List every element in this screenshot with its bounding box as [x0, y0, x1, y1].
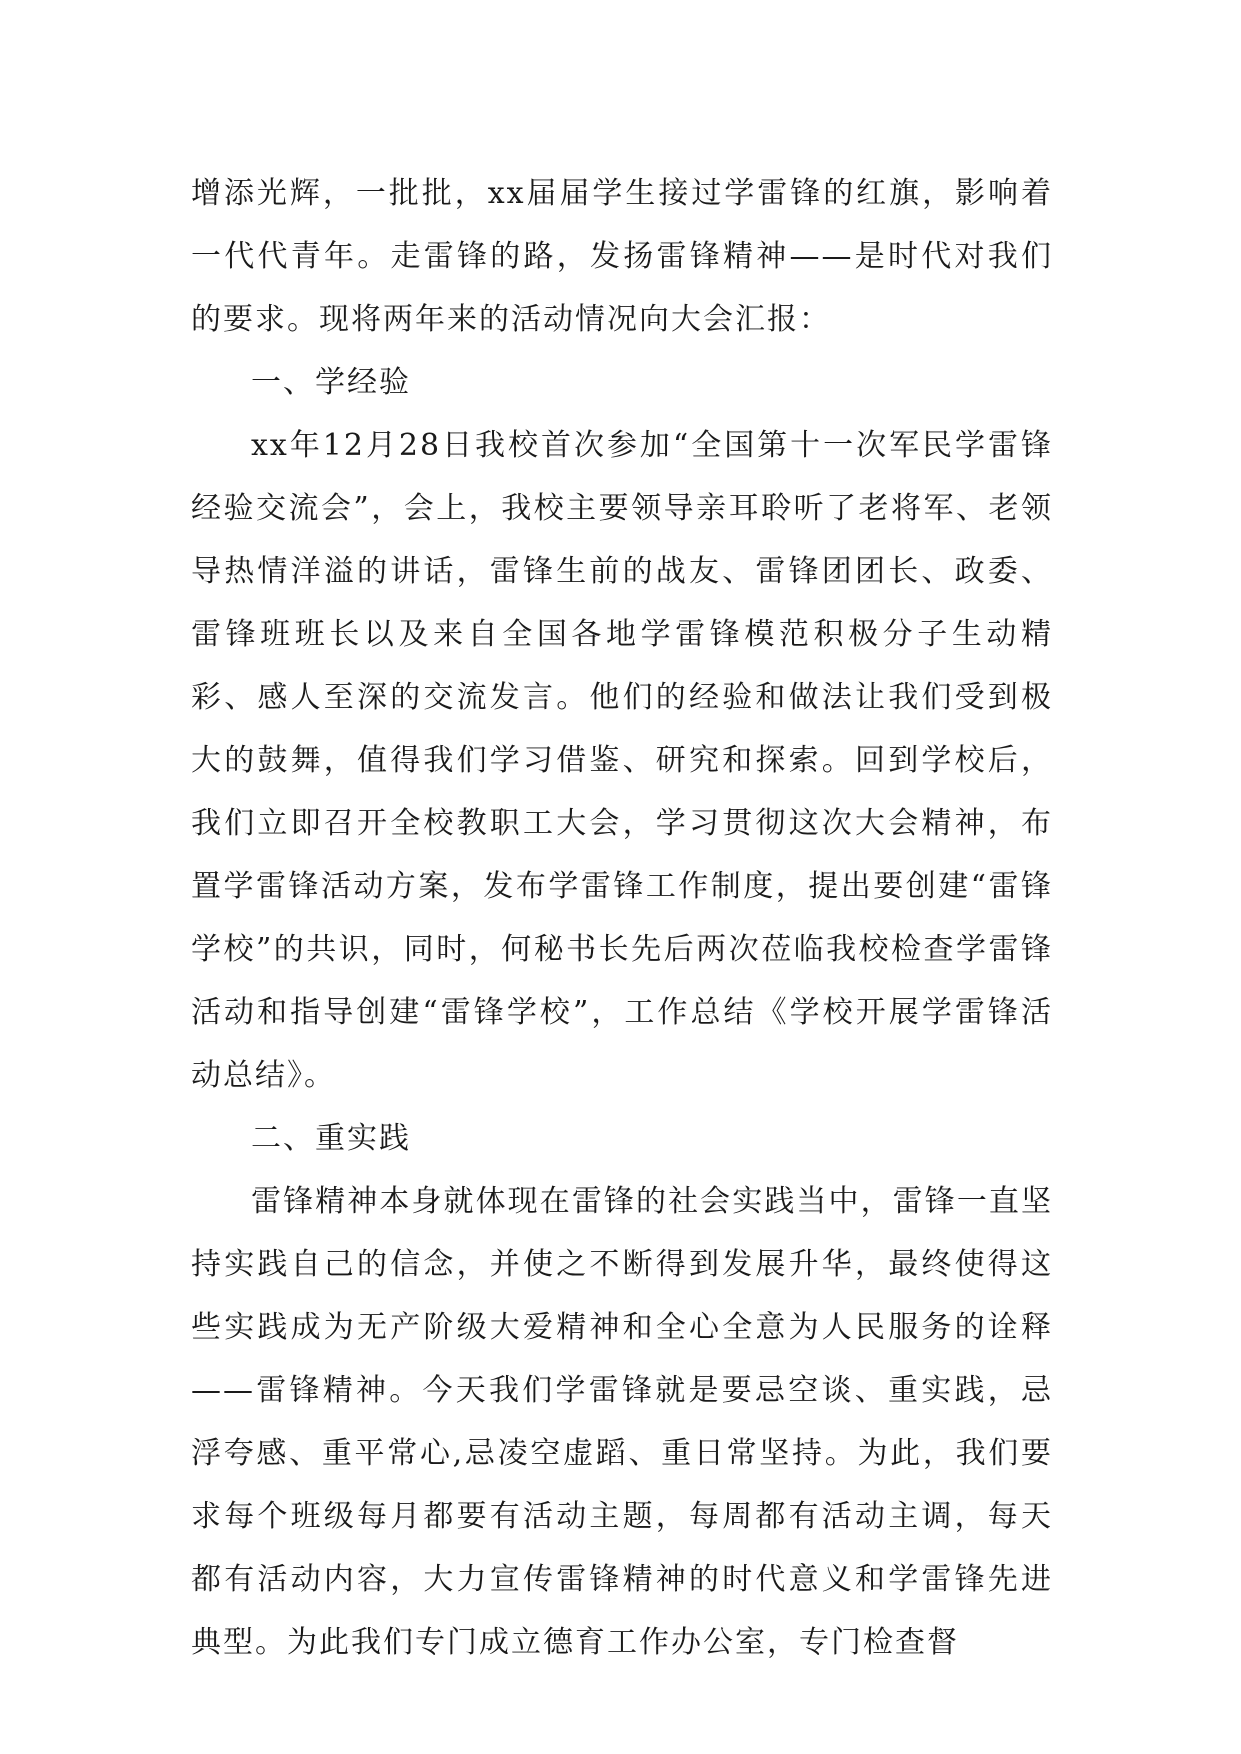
paragraph-section-1: xx年12月28日我校首次参加“全国第十一次军民学雷锋经验交流会”，会上，我校主要领导亲耳聆听了老将军、老领导热情洋溢的讲话，雷锋生前的战友、雷锋团团长、政委、雷锋班班长以及来自全国各地学雷锋模范积极分子生动精彩、感人至深的交流发言。他们的经验和做法让我们受到极大的鼓舞，值得我们学习借鉴、研究和探索。回到学校后，我们立即召开全校教职工大会，学习贯彻这次大会精神，布置学雷锋活动方案，发布学雷锋工作制度，提出要创建“雷锋学校”的共识，同时，何秘书长先后两次莅临我校检查学雷锋活动和指导创建“雷锋学校”，工作总结《学校开展学雷锋活动总结》。 [191, 428, 1053, 1093]
document-body [191, 162, 1053, 1674]
paragraph-section-2: 雷锋精神本身就体现在雷锋的社会实践当中，雷锋一直坚持实践自己的信念，并使之不断得到发展升华，最终使得这些实践成为无产阶级大爱精神和全心全意为人民服务的诠释——雷锋精神。今天我们学雷锋就是要忌空谈、重实践，忌浮夸感、重平常心,忌凌空虚蹈、重日常坚持。为此，我们要求每个班级每月都要有活动主题，每周都有活动主调，每天都有活动内容，大力宣传雷锋精神的时代意义和学雷锋先进典型。为此我们专门成立德育工作办公室，专门检查督 [191, 1184, 1053, 1660]
section-heading-2: 二、重实践 [251, 1121, 411, 1156]
section-heading-1: 一、学经验 [251, 365, 411, 400]
paragraph-intro: 增添光辉，一批批，xx届届学生接过学雷锋的红旗，影响着一代代青年。走雷锋的路，发扬雷锋精神——是时代对我们的要求。现将两年来的活动情况向大会汇报： [191, 176, 1053, 337]
